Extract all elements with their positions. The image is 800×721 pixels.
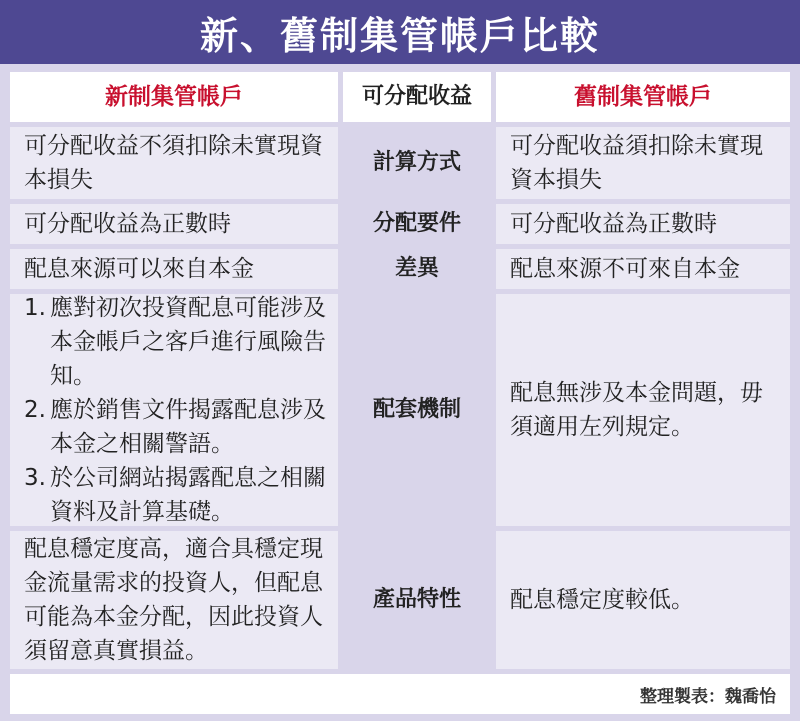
page-title: 新、舊制集管帳戶比較 [0,0,800,64]
header-distributable-income: 可分配收益 [343,72,491,122]
new-system-cell: 可分配收益為正數時 [10,204,338,244]
table-row [10,204,790,244]
old-system-cell: 配息穩定度較低。 [496,531,790,669]
table-row [10,294,790,526]
header-new-system: 新制集管帳戶 [10,72,338,122]
new-system-cell: 配息來源可以來自本金 [10,249,338,289]
new-system-cell: 配息穩定度高，適合具穩定現金流量需求的投資人，但配息可能為本金分配，因此投資人須留意真實損益。 [10,531,338,669]
old-system-cell: 可分配收益為正數時 [496,204,790,244]
old-system-cell: 可分配收益須扣除未實現資本損失 [496,127,790,199]
category-cell: 配套機制 [343,294,491,526]
new-system-cell [10,294,338,526]
list-item: 2. 應於銷售文件揭露配息涉及本金之相關警語。 [24,397,326,457]
list-item: 3. 於公司網站揭露配息之相關資料及計算基礎。 [24,465,326,525]
new-system-cell: 可分配收益不須扣除未實現資本損失 [10,127,338,199]
old-system-cell: 配息無涉及本金問題，毋須適用左列規定。 [496,294,790,526]
table-header-row [10,72,790,122]
header-old-system: 舊制集管帳戶 [496,72,790,122]
measures-list [24,291,330,529]
credit-line: 整理製表：魏喬怡 [10,674,790,714]
old-system-cell: 配息來源不可來自本金 [496,249,790,289]
category-cell: 差異 [343,249,491,289]
category-cell: 計算方式 [343,127,491,199]
category-cell: 產品特性 [343,531,491,669]
table-row [10,531,790,669]
list-item: 1. 應對初次投資配息可能涉及本金帳戶之客戶進行風險告知。 [24,295,326,389]
table-row [10,249,790,289]
table-row [10,127,790,199]
category-cell: 分配要件 [343,204,491,244]
